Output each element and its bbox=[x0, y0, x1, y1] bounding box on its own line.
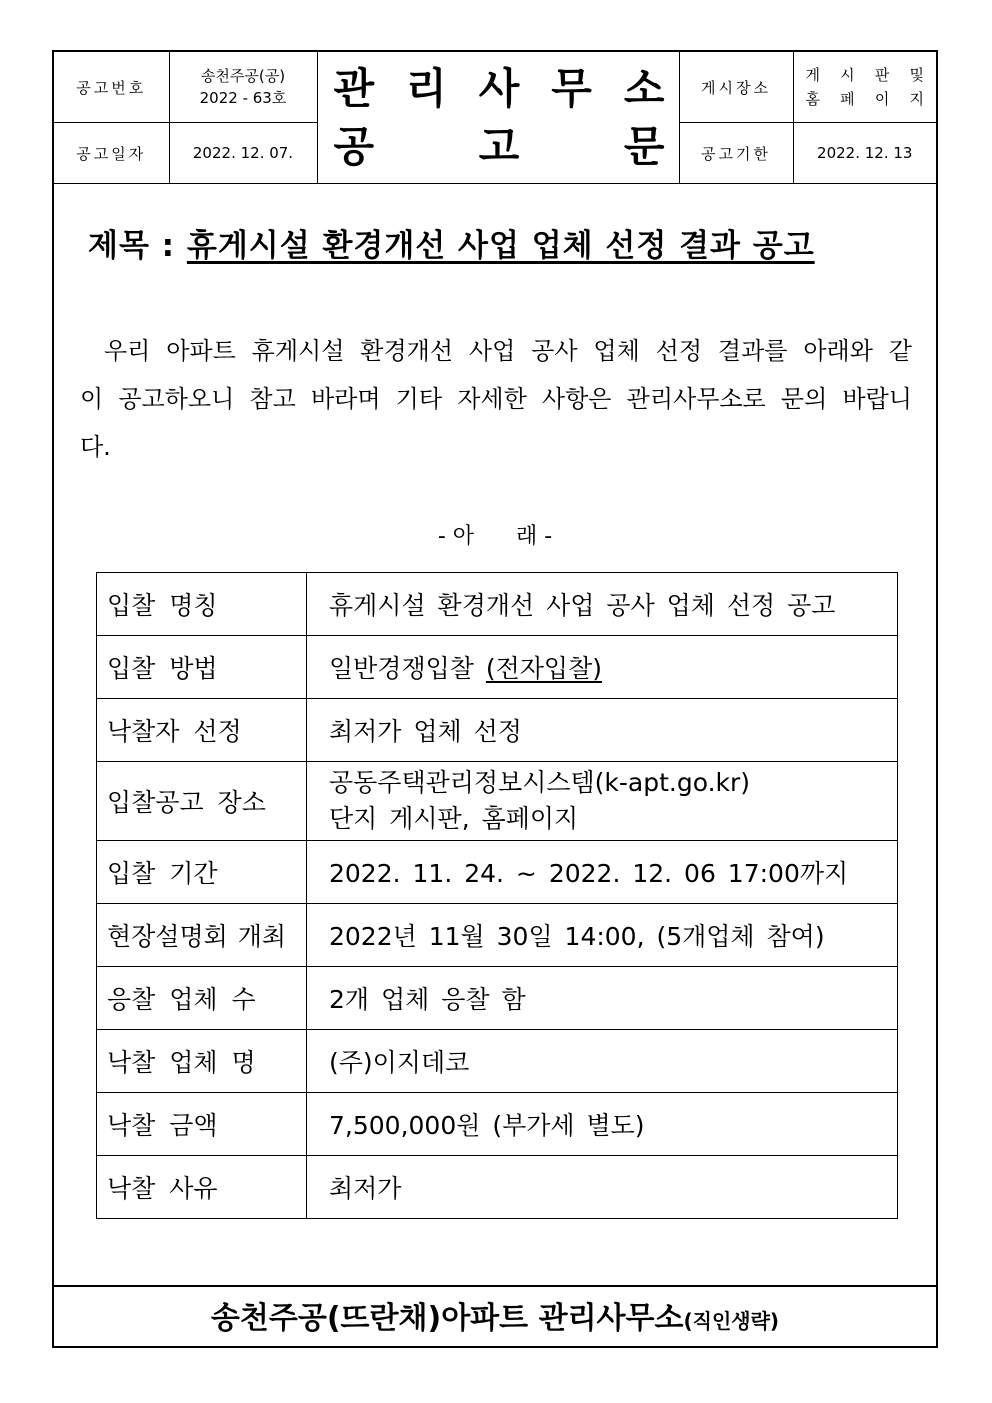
table-row bbox=[97, 699, 898, 762]
detail-value-underlined: (전자입찰) bbox=[485, 654, 602, 683]
detail-label: 낙찰 업체 명 bbox=[97, 1030, 307, 1093]
seal-note: (직인생략) bbox=[683, 1309, 780, 1333]
detail-label: 현장설명회 개최 bbox=[97, 904, 307, 967]
post-place-char: 페 bbox=[840, 90, 855, 109]
detail-value bbox=[307, 762, 898, 841]
detail-value: 2개 업체 응찰 함 bbox=[307, 967, 898, 1030]
notice-no-value bbox=[169, 52, 317, 123]
notice-no-line2: 2022 - 63호 bbox=[199, 89, 287, 108]
title-char: 공 bbox=[333, 121, 375, 171]
detail-label: 응찰 업체 수 bbox=[97, 967, 307, 1030]
post-place-char: 게 bbox=[805, 66, 820, 85]
table-row bbox=[97, 1093, 898, 1156]
detail-value: 2022년 11월 30일 14:00, (5개업체 참여) bbox=[307, 904, 898, 967]
notice-no-label: 공고번호 bbox=[54, 52, 169, 123]
title-char: 사 bbox=[478, 63, 520, 113]
bid-details-table bbox=[96, 572, 898, 1219]
detail-label: 입찰공고 장소 bbox=[97, 762, 307, 841]
detail-value bbox=[307, 636, 898, 699]
post-place-value bbox=[793, 52, 936, 123]
notice-body bbox=[80, 327, 912, 471]
detail-value-line1: 공동주택관리정보시스템(k-apt.go.kr) bbox=[329, 768, 751, 797]
title-char: 관 bbox=[333, 63, 375, 113]
title-char: 문 bbox=[623, 121, 665, 171]
body-text: 우리 아파트 휴게시설 환경개선 사업 공사 업체 선정 결과를 아래와 같이 공고하오니 참고 바라며 기타 자세한 사항은 관리사무소로 문의 바랍니다. bbox=[80, 337, 912, 461]
post-place-line1 bbox=[794, 63, 937, 87]
table-row bbox=[97, 841, 898, 904]
below-marker: - 아 래 - bbox=[437, 524, 553, 549]
title-char: 리 bbox=[406, 63, 447, 113]
subject-text: 휴게시설 환경개선 사업 업체 선정 결과 공고 bbox=[186, 228, 815, 264]
deadline-label: 공고기한 bbox=[679, 123, 793, 184]
table-row bbox=[97, 636, 898, 699]
detail-label: 낙찰자 선정 bbox=[97, 699, 307, 762]
notice-date-value: 2022. 12. 07. bbox=[169, 123, 317, 184]
table-row bbox=[97, 904, 898, 967]
detail-value: (주)이지데코 bbox=[307, 1030, 898, 1093]
post-place-char: 시 bbox=[840, 66, 855, 85]
detail-label: 입찰 방법 bbox=[97, 636, 307, 699]
title-char: 고 bbox=[478, 121, 520, 171]
detail-value: 7,500,000원 (부가세 별도) bbox=[307, 1093, 898, 1156]
issuer-name: 송천주공(뜨란채)아파트 관리사무소 bbox=[210, 1301, 684, 1336]
table-row bbox=[97, 762, 898, 841]
table-row bbox=[97, 967, 898, 1030]
table-row bbox=[97, 1030, 898, 1093]
detail-value: 2022. 11. 24. ~ 2022. 12. 06 17:00까지 bbox=[307, 841, 898, 904]
office-notice-title bbox=[317, 52, 679, 184]
post-place-char: 홈 bbox=[805, 90, 820, 109]
deadline-value: 2022. 12. 13 bbox=[793, 123, 936, 184]
detail-value: 휴게시설 환경개선 사업 공사 업체 선정 공고 bbox=[307, 573, 898, 636]
title-char: 소 bbox=[623, 63, 665, 113]
post-place-label: 게시장소 bbox=[679, 52, 793, 123]
post-place-line2 bbox=[794, 87, 937, 111]
subject-prefix: 제목 : bbox=[88, 228, 187, 264]
detail-label: 입찰 명칭 bbox=[97, 573, 307, 636]
detail-label: 낙찰 금액 bbox=[97, 1093, 307, 1156]
title-char: 무 bbox=[551, 63, 592, 113]
table-row bbox=[97, 1156, 898, 1219]
issuer-footer bbox=[54, 1285, 936, 1350]
detail-label: 낙찰 사유 bbox=[97, 1156, 307, 1219]
notice-header-table bbox=[54, 52, 936, 184]
detail-value: 최저가 업체 선정 bbox=[307, 699, 898, 762]
detail-value-line2: 단지 게시판, 홈페이지 bbox=[329, 804, 579, 833]
post-place-char: 판 bbox=[874, 66, 890, 85]
notice-no-line1: 송천주공(공) bbox=[200, 67, 286, 86]
detail-value-text: 일반경쟁입찰 bbox=[329, 654, 486, 683]
post-place-char: 및 bbox=[909, 66, 924, 85]
table-row bbox=[97, 573, 898, 636]
post-place-char: 이 bbox=[874, 90, 890, 109]
notice-subject bbox=[88, 220, 815, 265]
title-line-1 bbox=[318, 60, 679, 118]
post-place-char: 지 bbox=[909, 90, 924, 109]
notice-frame bbox=[52, 50, 938, 1348]
title-line-2 bbox=[318, 118, 679, 176]
detail-value: 최저가 bbox=[307, 1156, 898, 1219]
notice-date-label: 공고일자 bbox=[54, 123, 169, 184]
detail-label: 입찰 기간 bbox=[97, 841, 307, 904]
